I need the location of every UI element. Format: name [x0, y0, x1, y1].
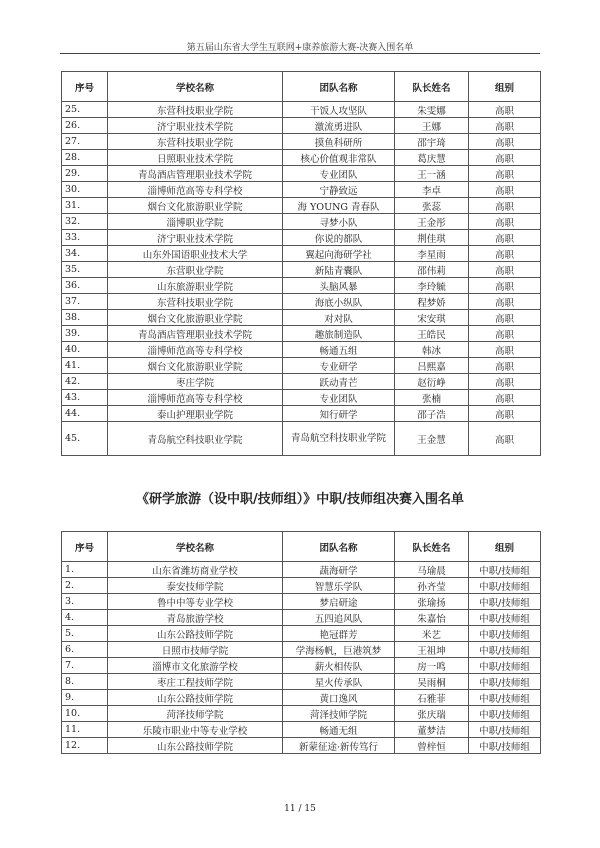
team-name: 摸鱼科研所 — [283, 134, 395, 150]
team-name: 畅通五组 — [283, 342, 395, 358]
table-row — [62, 150, 541, 166]
leader-name: 王娜 — [395, 118, 469, 134]
team-name: 畅通无组 — [283, 722, 395, 738]
team-name: 跃动青芒 — [283, 374, 395, 390]
row-number: 27. — [62, 134, 108, 150]
leader-name: 石雅菲 — [395, 690, 469, 706]
table-row — [62, 390, 541, 406]
row-number: 33. — [62, 230, 108, 246]
group-name: 中职/技师组 — [469, 626, 541, 642]
table-row — [62, 342, 541, 358]
school-name: 菏泽技师学院 — [108, 706, 283, 722]
row-number: 39. — [62, 326, 108, 342]
row-number: 29. — [62, 166, 108, 182]
group-name: 中职/技师组 — [469, 658, 541, 674]
leader-name: 张庆瑞 — [395, 706, 469, 722]
table-row — [62, 262, 541, 278]
team-name: 青岛航空科技职业学院 — [283, 422, 395, 456]
column-header-group: 组别 — [469, 532, 541, 562]
table-row — [62, 594, 541, 610]
leader-name: 王金慧 — [395, 422, 469, 456]
finalist-table-secondary-technician — [61, 531, 541, 754]
leader-name: 房一鸣 — [395, 658, 469, 674]
school-name: 山东外国语职业技术大学 — [108, 246, 283, 262]
column-header-school: 学校名称 — [108, 72, 283, 102]
group-name: 中职/技师组 — [469, 594, 541, 610]
column-header-number: 序号 — [62, 72, 108, 102]
leader-name: 吴雨桐 — [395, 674, 469, 690]
row-number: 37. — [62, 294, 108, 310]
team-name: 五四追风队 — [283, 610, 395, 626]
leader-name: 李卓 — [395, 182, 469, 198]
group-name: 高职 — [469, 406, 541, 422]
group-name: 高职 — [469, 310, 541, 326]
group-name: 中职/技师组 — [469, 690, 541, 706]
leader-name: 张蕊 — [395, 198, 469, 214]
school-name: 淄博师范高等专科学校 — [108, 182, 283, 198]
school-name: 泰山护理职业学院 — [108, 406, 283, 422]
team-name: 蔬海研学 — [283, 562, 395, 578]
school-name: 鲁中中等专业学校 — [108, 594, 283, 610]
table-row — [62, 182, 541, 198]
column-header-team: 团队名称 — [283, 532, 395, 562]
group-name: 高职 — [469, 262, 541, 278]
leader-name: 米艺 — [395, 626, 469, 642]
table-row — [62, 422, 541, 456]
group-name: 高职 — [469, 134, 541, 150]
leader-name: 荆佳琪 — [395, 230, 469, 246]
school-name: 枣庄工程技师学院 — [108, 674, 283, 690]
leader-name: 李玲毓 — [395, 278, 469, 294]
team-name: 智慧乐学队 — [283, 578, 395, 594]
table-row — [62, 706, 541, 722]
row-number: 38. — [62, 310, 108, 326]
column-header-leader: 队长姓名 — [395, 532, 469, 562]
row-number: 36. — [62, 278, 108, 294]
school-name: 烟台文化旅游职业学院 — [108, 310, 283, 326]
row-number: 6. — [62, 642, 108, 658]
group-name: 高职 — [469, 214, 541, 230]
leader-name: 张楠 — [395, 390, 469, 406]
row-number: 40. — [62, 342, 108, 358]
team-name: 专业研学 — [283, 358, 395, 374]
school-name: 山东公路技师学院 — [108, 690, 283, 706]
group-name: 高职 — [469, 374, 541, 390]
leader-name: 吕熙嘉 — [395, 358, 469, 374]
group-name: 高职 — [469, 182, 541, 198]
group-name: 中职/技师组 — [469, 674, 541, 690]
team-name: 新蒙征途·新传笃行 — [283, 738, 395, 754]
table-row — [62, 690, 541, 706]
leader-name: 马瑜晨 — [395, 562, 469, 578]
section-title: 《研学旅游（设中职/技师组）》中职/技师组决赛入围名单 — [136, 492, 464, 507]
table-row — [62, 134, 541, 150]
row-number: 25. — [62, 102, 108, 118]
table-row — [62, 198, 541, 214]
table-row — [62, 722, 541, 738]
row-number: 12. — [62, 738, 108, 754]
finalist-table-higher-vocational — [61, 71, 541, 456]
school-name: 东营科技职业学院 — [108, 294, 283, 310]
table-row — [62, 246, 541, 262]
table-row — [62, 326, 541, 342]
group-name: 高职 — [469, 118, 541, 134]
row-number: 4. — [62, 610, 108, 626]
row-number: 5. — [62, 626, 108, 642]
group-name: 中职/技师组 — [469, 722, 541, 738]
team-name: 星火传承队 — [283, 674, 395, 690]
team-name: 核心价值观非常队 — [283, 150, 395, 166]
group-name: 高职 — [469, 358, 541, 374]
group-name: 高职 — [469, 390, 541, 406]
row-number: 42. — [62, 374, 108, 390]
group-name: 高职 — [469, 342, 541, 358]
row-number: 31. — [62, 198, 108, 214]
row-number: 3. — [62, 594, 108, 610]
group-name: 高职 — [469, 230, 541, 246]
row-number: 45. — [62, 422, 108, 456]
group-name: 中职/技师组 — [469, 578, 541, 594]
leader-name: 李星雨 — [395, 246, 469, 262]
column-header-number: 序号 — [62, 532, 108, 562]
school-name: 山东省潍坊商业学校 — [108, 562, 283, 578]
team-name: 薪火相传队 — [283, 658, 395, 674]
group-name: 高职 — [469, 294, 541, 310]
page-number: 11 / 15 — [284, 804, 316, 814]
group-name: 高职 — [469, 150, 541, 166]
leader-name: 邵伟莉 — [395, 262, 469, 278]
team-name: 你说的都队 — [283, 230, 395, 246]
school-name: 东营职业学院 — [108, 262, 283, 278]
table-row — [62, 578, 541, 594]
group-name: 中职/技师组 — [469, 642, 541, 658]
group-name: 中职/技师组 — [469, 610, 541, 626]
team-name: 海 YOUNG 青春队 — [283, 198, 395, 214]
school-name: 山东公路技师学院 — [108, 626, 283, 642]
school-name: 山东旅游职业学院 — [108, 278, 283, 294]
leader-name: 曾梓恒 — [395, 738, 469, 754]
school-name: 青岛旅游学校 — [108, 610, 283, 626]
school-name: 青岛酒店管理职业技术学院 — [108, 166, 283, 182]
leader-name: 邵子浩 — [395, 406, 469, 422]
school-name: 烟台文化旅游职业学院 — [108, 198, 283, 214]
team-name: 黄口逸风 — [283, 690, 395, 706]
school-name: 济宁职业技术学院 — [108, 230, 283, 246]
leader-name: 宋安琪 — [395, 310, 469, 326]
table-row — [62, 738, 541, 754]
team-name: 头脑风暴 — [283, 278, 395, 294]
team-name: 翼起向海研学社 — [283, 246, 395, 262]
page-header: 第五届山东省大学生互联网+康养旅游大赛-决赛入围名单 — [186, 43, 414, 53]
team-name: 学海杨帆，巨港筑梦 — [283, 642, 395, 658]
table-row — [62, 562, 541, 578]
leader-name: 张瑜扬 — [395, 594, 469, 610]
school-name: 日照市技师学院 — [108, 642, 283, 658]
school-name: 淄博师范高等专科学校 — [108, 390, 283, 406]
row-number: 10. — [62, 706, 108, 722]
row-number: 41. — [62, 358, 108, 374]
row-number: 26. — [62, 118, 108, 134]
group-name: 中职/技师组 — [469, 738, 541, 754]
row-number: 7. — [62, 658, 108, 674]
leader-name: 邵宇琦 — [395, 134, 469, 150]
leader-name: 王一涵 — [395, 166, 469, 182]
table-row — [62, 674, 541, 690]
leader-name: 葛庆慧 — [395, 150, 469, 166]
row-number: 32. — [62, 214, 108, 230]
group-name: 高职 — [469, 278, 541, 294]
table-header-row — [62, 72, 541, 102]
group-name: 高职 — [469, 246, 541, 262]
row-number: 43. — [62, 390, 108, 406]
school-name: 山东公路技师学院 — [108, 738, 283, 754]
table-row — [62, 118, 541, 134]
row-number: 28. — [62, 150, 108, 166]
table-row — [62, 294, 541, 310]
team-name: 知行研学 — [283, 406, 395, 422]
table-row — [62, 278, 541, 294]
column-header-team: 团队名称 — [283, 72, 395, 102]
school-name: 枣庄学院 — [108, 374, 283, 390]
school-name: 东营科技职业学院 — [108, 102, 283, 118]
header-rule — [60, 53, 540, 54]
leader-name: 王祖坤 — [395, 642, 469, 658]
column-header-leader: 队长姓名 — [395, 72, 469, 102]
school-name: 淄博职业学院 — [108, 214, 283, 230]
team-name: 对对队 — [283, 310, 395, 326]
leader-name: 韩冰 — [395, 342, 469, 358]
team-name: 宁静致远 — [283, 182, 395, 198]
school-name: 青岛酒店管理职业技术学院 — [108, 326, 283, 342]
team-name: 专业团队 — [283, 166, 395, 182]
table-row — [62, 658, 541, 674]
school-name: 泰安技师学院 — [108, 578, 283, 594]
leader-name: 朱嘉怡 — [395, 610, 469, 626]
table-row — [62, 610, 541, 626]
group-name: 高职 — [469, 326, 541, 342]
row-number: 44. — [62, 406, 108, 422]
row-number: 2. — [62, 578, 108, 594]
school-name: 济宁职业技术学院 — [108, 118, 283, 134]
table-row — [62, 358, 541, 374]
team-name: 寻梦小队 — [283, 214, 395, 230]
table-header-row — [62, 532, 541, 562]
team-name: 艳冠群芳 — [283, 626, 395, 642]
leader-name: 朱雯娜 — [395, 102, 469, 118]
column-header-school: 学校名称 — [108, 532, 283, 562]
group-name: 高职 — [469, 166, 541, 182]
row-number: 30. — [62, 182, 108, 198]
row-number: 1. — [62, 562, 108, 578]
team-name: 干饭人攻坚队 — [283, 102, 395, 118]
school-name: 淄博师范高等专科学校 — [108, 342, 283, 358]
table-row — [62, 166, 541, 182]
team-name: 新陆青囊队 — [283, 262, 395, 278]
row-number: 34. — [62, 246, 108, 262]
school-name: 淄博市文化旅游学校 — [108, 658, 283, 674]
school-name: 烟台文化旅游职业学院 — [108, 358, 283, 374]
table-row — [62, 230, 541, 246]
school-name: 日照职业技术学院 — [108, 150, 283, 166]
table-row — [62, 214, 541, 230]
column-header-group: 组别 — [469, 72, 541, 102]
leader-name: 孙齐莹 — [395, 578, 469, 594]
school-name: 东营科技职业学院 — [108, 134, 283, 150]
row-number: 35. — [62, 262, 108, 278]
group-name: 中职/技师组 — [469, 706, 541, 722]
table-row — [62, 406, 541, 422]
team-name: 专业团队 — [283, 390, 395, 406]
row-number: 8. — [62, 674, 108, 690]
leader-name: 程梦娇 — [395, 294, 469, 310]
leader-name: 王金彤 — [395, 214, 469, 230]
table-row — [62, 310, 541, 326]
group-name: 高职 — [469, 102, 541, 118]
table-row — [62, 374, 541, 390]
school-name: 乐陵市职业中等专业学校 — [108, 722, 283, 738]
row-number: 9. — [62, 690, 108, 706]
table-row — [62, 626, 541, 642]
group-name: 中职/技师组 — [469, 562, 541, 578]
row-number: 11. — [62, 722, 108, 738]
team-name: 海底小纵队 — [283, 294, 395, 310]
leader-name: 赵衍峥 — [395, 374, 469, 390]
leader-name: 王皓民 — [395, 326, 469, 342]
team-name: 菏泽技师学院 — [283, 706, 395, 722]
team-name: 梦启研途 — [283, 594, 395, 610]
table-row — [62, 642, 541, 658]
team-name: 激流勇进队 — [283, 118, 395, 134]
group-name: 高职 — [469, 198, 541, 214]
group-name: 高职 — [469, 422, 541, 456]
table-row — [62, 102, 541, 118]
team-name: 趣旅制造队 — [283, 326, 395, 342]
school-name: 青岛航空科技职业学院 — [108, 422, 283, 456]
leader-name: 董梦洁 — [395, 722, 469, 738]
